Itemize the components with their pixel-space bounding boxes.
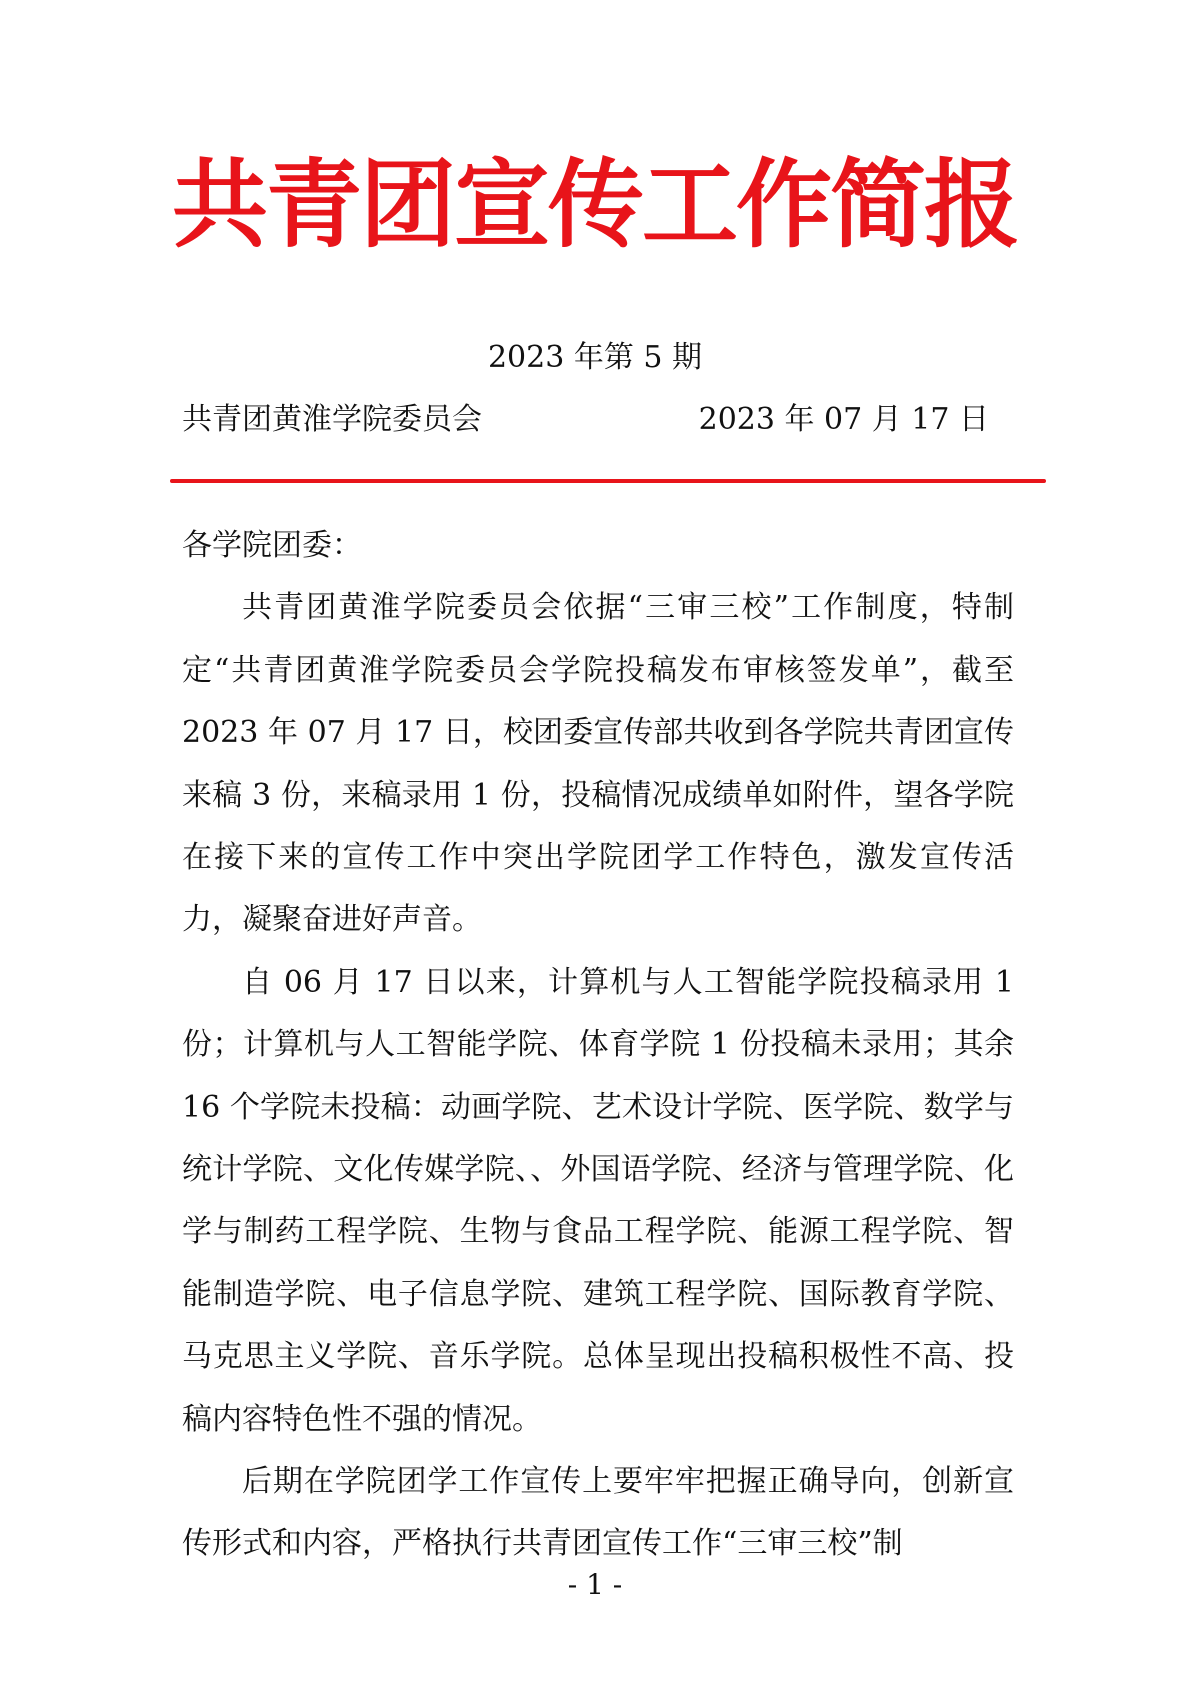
- masthead-title: 共青团宣传工作简报: [172, 149, 1018, 261]
- document-body: [182, 515, 1014, 1576]
- issue-number: 2023 年第 5 期: [487, 340, 703, 375]
- body-paragraph: 共青团黄淮学院委员会依据“三审三校”工作制度，特制定“共青团黄淮学院委员会学院投稿发布审核签发单”，截至 2023 年 07 月 17 日，校团委宣传部共收到各学院共青团宣传来稿 3 份，来稿录用 1 份，投稿情况成绩单如附件，望各学院在接下来的宣传工作中突出学院团学工作特色，激发宣传活力，凝聚奋进好声音。: [182, 590, 1014, 938]
- body-paragraph: 自 06 月 17 日以来，计算机与人工智能学院投稿录用 1 份；计算机与人工智能学院、体育学院 1 份投稿未录用；其余 16 个学院未投稿：动画学院、艺术设计学院、医学院、数学与统计学院、文化传媒学院、、外国语学院、经济与管理学院、化学与制药工程学院、生物与食品工程学院、能源工程学院、智能制造学院、电子信息学院、建筑工程学院、国际教育学院、马克思主义学院、音乐学院。总体呈现出投稿积极性不高、投稿内容特色性不强的情况。: [182, 964, 1014, 1437]
- issuing-organization: 共青团黄淮学院委员会: [182, 402, 482, 437]
- red-divider-rule: [170, 479, 1046, 483]
- page-number: - 1 -: [567, 1568, 623, 1601]
- body-paragraph: 后期在学院团学工作宣传上要牢牢把握正确导向，创新宣传形式和内容，严格执行共青团宣传工作“三审三校”制: [182, 1464, 1014, 1562]
- salutation: 各学院团委：: [182, 528, 362, 563]
- issue-date: 2023 年 07 月 17 日: [698, 402, 989, 437]
